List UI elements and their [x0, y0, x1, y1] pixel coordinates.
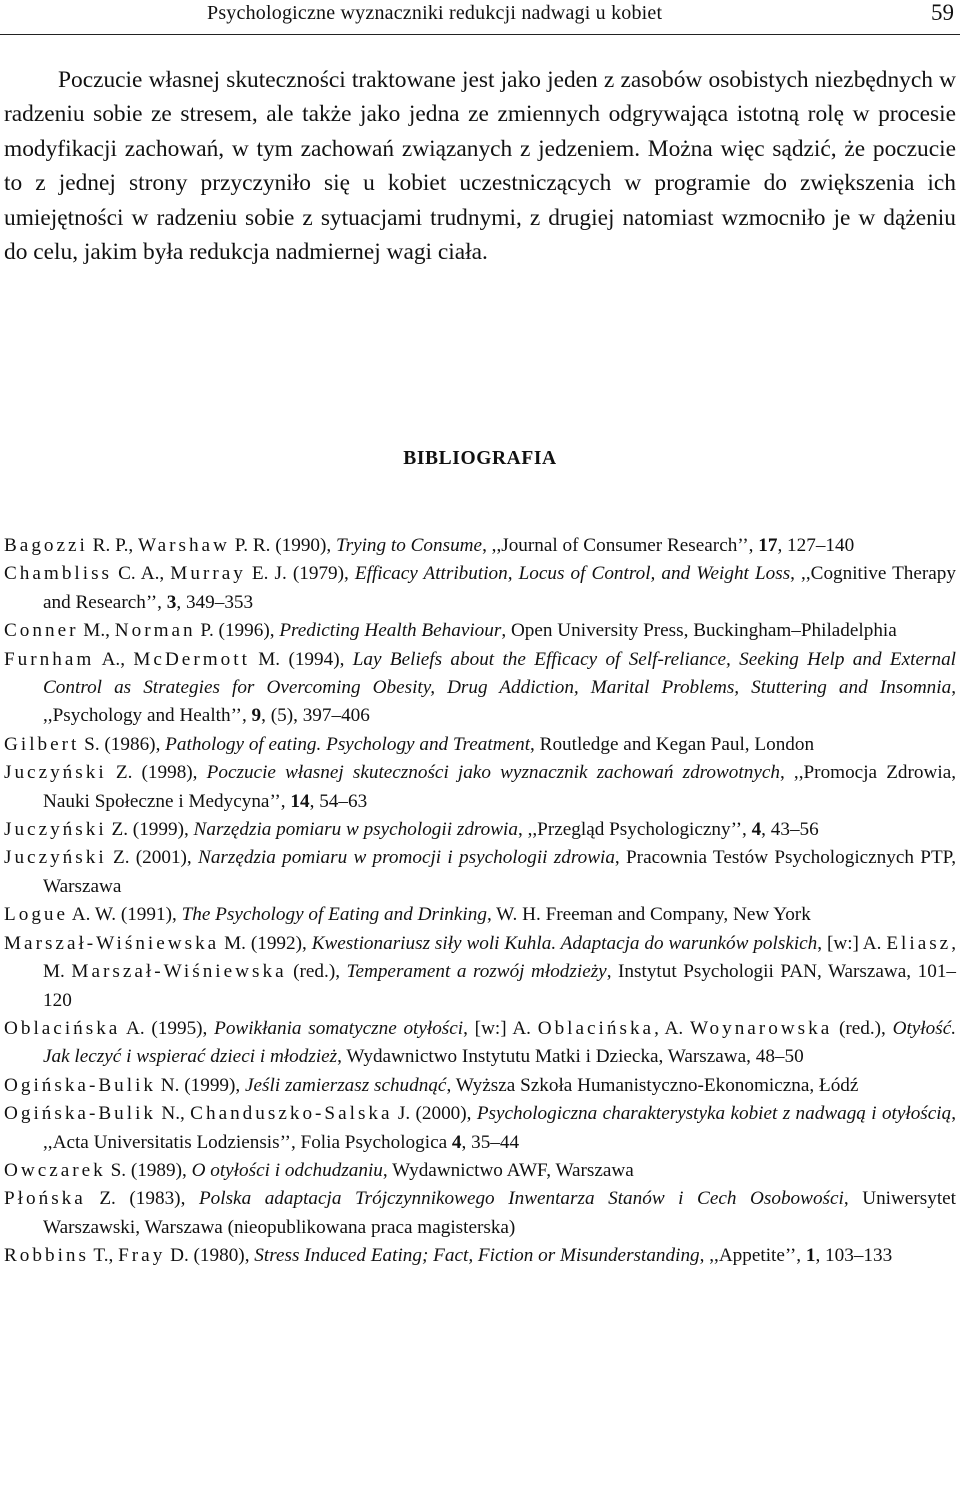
reference-text: Z. (1999),	[106, 819, 194, 841]
reference-text: P. (1996),	[195, 620, 280, 642]
reference-text: P. R. (1990),	[229, 535, 336, 556]
reference-text: , [w:] A.	[463, 1017, 538, 1039]
running-title: Psychologiczne wyznaczniki redukcji nadwagi u kobiet	[207, 2, 663, 24]
reference-text: N.,	[156, 1103, 191, 1125]
author-name: Furnham	[4, 648, 95, 670]
author-name: Płońska	[4, 1188, 86, 1210]
author-name: Logue	[4, 904, 69, 926]
author-name: Chambliss	[4, 563, 113, 585]
reference-text: , Wyższa Szkoła Humanistyczno-Ekonomiczna, Łódź	[446, 1074, 859, 1096]
reference-text: , Wydawnictwo AWF, Warszawa	[382, 1159, 634, 1181]
author-name: Oblacińska	[4, 1017, 121, 1039]
reference-text: , ,,Appetite’’,	[699, 1245, 806, 1267]
work-title: Poczucie własnej skuteczności jako wyznacznik zachowań zdrowotnych	[206, 762, 780, 784]
author-name: Marszał-Wiśniewska	[4, 932, 220, 954]
volume-number: 14	[290, 790, 310, 812]
reference-text: Z. (2001),	[106, 847, 199, 869]
reference-entry	[4, 560, 956, 617]
reference-text: (red.),	[832, 1017, 893, 1039]
reference-text: A. W. (1991),	[68, 904, 182, 926]
reference-entry	[4, 844, 956, 901]
work-title: Psychologiczna charakterystyka kobiet z nadwagą i otyłością	[476, 1103, 952, 1125]
author-name: Ogińska-Bulik	[4, 1074, 156, 1096]
work-title: Lay Beliefs about the Efficacy of Self-reliance, Seeking Help and External Control as Strategies for Overcoming Obesity, Drug Addiction, Marital Problems, Stuttering and Insomnia	[43, 648, 956, 699]
author-name: Juczyński	[4, 819, 107, 841]
author-name: Woynarowska	[689, 1017, 833, 1039]
reference-text: , 127–140	[777, 535, 855, 556]
author-name: Chanduszko-Salska	[190, 1103, 393, 1125]
reference-text: , ,,Acta Universitatis Lodziensis’’, Folia Psychologica	[43, 1103, 957, 1153]
page-number: 59	[931, 0, 954, 25]
reference-text: T.,	[88, 1245, 119, 1267]
reference-text: D. (1980),	[165, 1245, 255, 1267]
reference-text: , 54–63	[309, 790, 368, 812]
reference-text: , (5), 397–406	[261, 705, 370, 727]
author-name: Bagozzi	[4, 535, 88, 556]
reference-text: , W. H. Freeman and Company, New York	[486, 904, 811, 926]
reference-entry	[4, 901, 956, 929]
author-name: Conner	[4, 620, 79, 642]
work-title: Stress Induced Eating; Fact, Fiction or Misunderstanding	[254, 1245, 700, 1267]
volume-number: 3	[166, 591, 177, 613]
bibliography-heading: BIBLIOGRAFIA	[403, 448, 557, 469]
author-name: Gilbert	[4, 733, 80, 755]
work-title: Predicting Health Behaviour	[279, 620, 502, 642]
reference-entry	[4, 1157, 956, 1185]
reference-text: M.,	[78, 620, 115, 642]
work-title: Narzędzia pomiaru w promocji i psychologii zdrowia	[198, 847, 615, 869]
reference-text: , ,,Journal of Consumer Research’’,	[482, 535, 759, 556]
reference-entry	[4, 731, 956, 759]
reference-text: Z. (1983),	[85, 1188, 199, 1210]
reference-text: , [w:] A.	[817, 932, 887, 954]
volume-number: 4	[751, 819, 762, 841]
author-name: Marszał-Wiśniewska	[71, 961, 287, 983]
reference-text: E. J. (1979),	[245, 563, 355, 585]
volume-number: 9	[251, 705, 262, 727]
reference-text: , A.	[654, 1017, 690, 1039]
reference-text: Z. (1998),	[106, 762, 207, 784]
reference-entry	[4, 759, 956, 816]
body-paragraph	[4, 63, 956, 269]
reference-text: N. (1999),	[156, 1074, 245, 1096]
reference-entry	[4, 930, 956, 1015]
work-title: Narzędzia pomiaru w psychologii zdrowia	[193, 819, 518, 841]
author-name: Ogińska-Bulik	[4, 1103, 156, 1125]
reference-text: M. (1992),	[219, 932, 312, 954]
reference-entry	[4, 816, 956, 844]
author-name: Juczyński	[4, 847, 107, 869]
work-title: The Psychology of Eating and Drinking	[181, 904, 487, 926]
author-name: Fray	[118, 1245, 166, 1267]
reference-text: S. (1986),	[79, 733, 166, 755]
author-name: Warshaw	[138, 535, 230, 556]
author-name: Juczyński	[4, 762, 107, 784]
work-title: Otyłość. Jak leczyć i wspierać dzieci i młodzież	[43, 1017, 957, 1068]
reference-text: , Open University Press, Buckingham–Philadelphia	[501, 620, 897, 642]
reference-entry	[4, 1185, 956, 1242]
work-title: Trying to Consume	[336, 535, 483, 556]
volume-number: 1	[805, 1245, 816, 1267]
reference-text: R. P.,	[87, 535, 138, 556]
reference-text: , Routledge and Kegan Paul, London	[530, 733, 815, 755]
reference-entry	[4, 617, 956, 645]
work-title: O otyłości i odchudzaniu	[191, 1159, 383, 1181]
author-name: Murray	[170, 563, 246, 585]
reference-text: , ,,Psychology and Health’’,	[43, 677, 956, 727]
reference-entry	[4, 1072, 956, 1100]
author-name: Owczarek	[4, 1159, 106, 1181]
author-name: Norman	[114, 620, 196, 642]
reference-text: , Wydawnictwo Instytutu Matki i Dziecka, Warszawa, 48–50	[337, 1046, 804, 1068]
work-title: Pathology of eating. Psychology and Treatment	[165, 733, 531, 755]
author-name: Oblacińska	[537, 1017, 655, 1039]
work-title: Jeśli zamierzasz schudnąć	[245, 1074, 447, 1096]
reference-entry	[4, 1100, 956, 1157]
reference-text: , ,,Promocja Zdrowia, Nauki Społeczne i Medycyna’’,	[43, 762, 957, 812]
work-title: Powikłania somatyczne otyłości	[214, 1017, 464, 1039]
reference-text: A. (1995),	[120, 1017, 215, 1039]
reference-entry	[4, 532, 956, 560]
reference-text: , Pracownia Testów Psychologicznych PTP, Warszawa	[43, 847, 957, 897]
reference-text: , 349–353	[176, 591, 254, 613]
reference-entry	[4, 646, 956, 731]
reference-text: A.,	[94, 648, 134, 670]
volume-number: 17	[758, 535, 778, 556]
author-name: McDermott	[133, 648, 250, 670]
reference-entry	[4, 1242, 956, 1270]
body-text: Poczucie własnej skuteczności traktowane jest jako jeden z zasobów osobistych niezbędnych w radzeniu sobie ze stresem, ale także jako jedna ze zmiennych odgrywająca istotną rolę w procesie modyfikacji zachowań, w tym zachowań związanych z jedzeniem. Można więc sądzić, że poczucie to z jednej strony przyczyniło się u kobiet uczestniczących w programie do zwiększenia ich umiejętności w radzeniu sobie z sytuacjami trudnymi, z drugiej natomiast wzmocniło je w dążeniu do celu, jakim była redukcja nadmiernej wagi ciała.	[4, 67, 956, 266]
reference-text: (red.),	[286, 961, 347, 983]
author-name: Eliasz	[886, 932, 952, 954]
reference-text: , Instytut Psychologii PAN, Warszawa, 101–120	[43, 961, 957, 1011]
reference-text: , 103–133	[815, 1245, 893, 1267]
bibliography-list	[4, 532, 956, 1271]
work-title: Temperament a rozwój młodzieży	[346, 961, 607, 983]
reference-text: , 35–44	[461, 1131, 520, 1153]
work-title: Kwestionariusz siły woli Kuhla. Adaptacja do warunków polskich	[311, 932, 818, 954]
reference-text: , Uniwersytet Warszawski, Warszawa (nieopublikowana praca magisterska)	[43, 1188, 956, 1238]
reference-text: C. A.,	[112, 563, 171, 585]
author-name: Robbins	[4, 1245, 89, 1267]
running-header	[0, 0, 960, 35]
reference-text: M. (1994),	[249, 648, 353, 670]
volume-number: 4	[451, 1131, 462, 1153]
reference-text: S. (1989),	[105, 1159, 192, 1181]
work-title: Polska adaptacja Trójczynnikowego Inwentarza Stanów i Cech Osobowości	[198, 1188, 844, 1210]
reference-text: J. (2000),	[392, 1103, 477, 1125]
reference-text: , 43–56	[761, 819, 819, 841]
reference-entry	[4, 1015, 956, 1072]
work-title: Efficacy Attribution, Locus of Control, and Weight Loss	[354, 563, 791, 585]
reference-text: , ,,Cognitive Therapy and Research’’,	[43, 563, 956, 613]
reference-text: , ,,Przegląd Psychologiczny’’,	[517, 819, 752, 841]
reference-text: , M.	[43, 932, 956, 983]
